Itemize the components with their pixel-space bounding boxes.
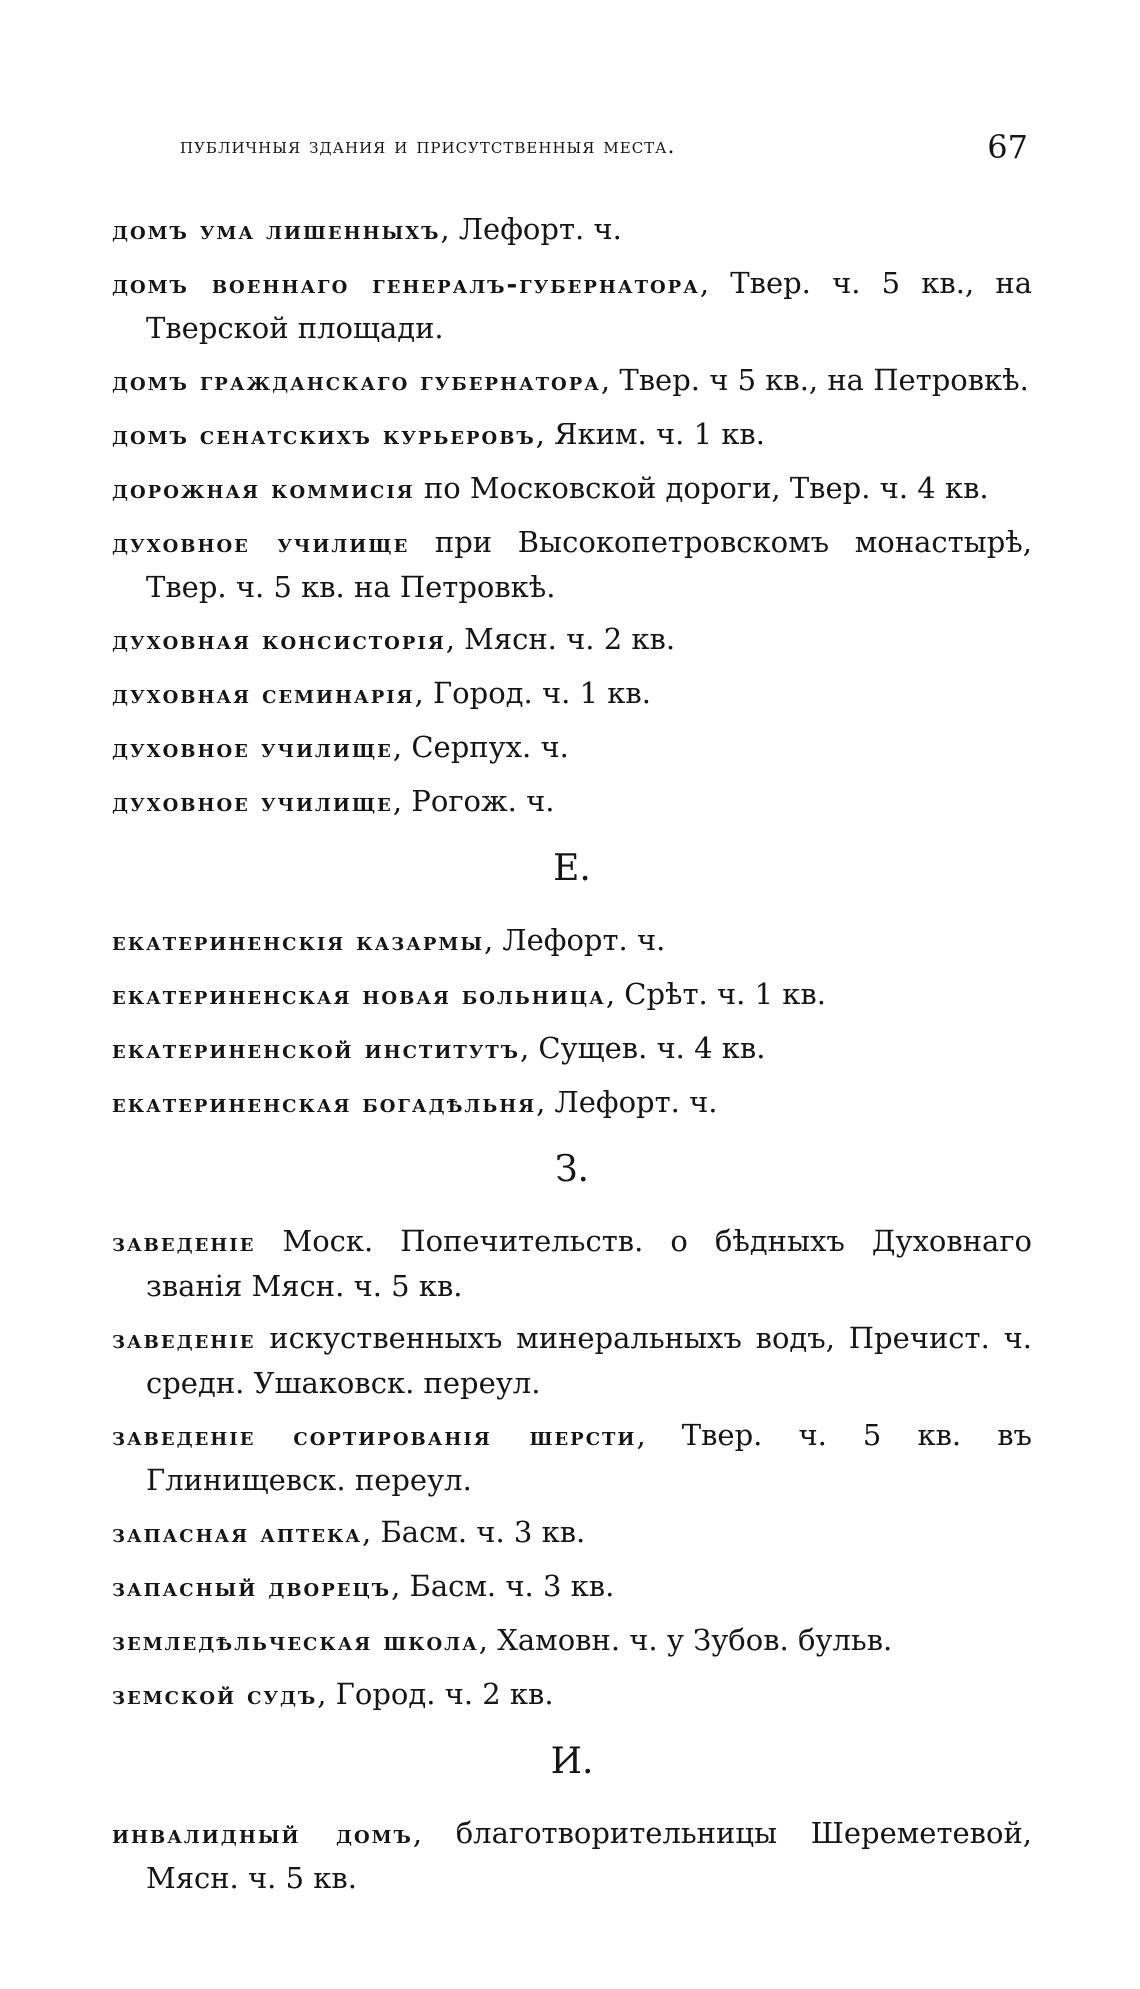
entry-term: заведенiе сортированiя шерсти <box>112 1422 637 1452</box>
directory-entry <box>112 1812 1032 1900</box>
entry-term: земледѣльческая школа <box>112 1627 479 1657</box>
directory-entry <box>112 919 1032 964</box>
entry-details: при Высокопетровскомъ монастырѣ, Твер. ч. 5 кв. на Петровкѣ. <box>146 525 1032 604</box>
directory-entry <box>112 1565 1032 1610</box>
entry-term: домъ сенатскихъ курьеровъ <box>112 421 536 451</box>
entry-details: , Хамовн. ч. у Зубов. бульв. <box>478 1623 893 1657</box>
entry-term: екатериненская богадѣльня <box>112 1089 537 1119</box>
entry-details: по Московской дороги, Твер. ч. 4 кв. <box>414 471 989 505</box>
section-heading: Е. <box>553 848 591 889</box>
directory-entry <box>112 1027 1032 1072</box>
entry-term: домъ ума лишенныхъ <box>112 216 441 246</box>
entry-details: , Серпух. ч. <box>392 730 569 764</box>
directory-entry <box>112 1414 1032 1502</box>
directory-entry <box>112 262 1032 350</box>
entry-term: запасный дворецъ <box>112 1573 392 1603</box>
entry-details: , Срѣт. ч. 1 кв. <box>605 977 826 1011</box>
directory-entry <box>112 521 1032 609</box>
entry-details: , Яким. ч. 1 кв. <box>535 417 765 451</box>
entry-term: духовное училище <box>112 734 393 764</box>
directory-listing <box>112 208 1032 1909</box>
entry-term: екатериненская новая больница <box>112 981 606 1011</box>
entry-details: , Сущев. ч. 4 кв. <box>519 1031 766 1065</box>
entry-details: , Мясн. ч. 2 кв. <box>445 622 676 656</box>
directory-entry <box>112 1673 1032 1718</box>
directory-entry <box>112 1220 1032 1308</box>
entry-details: , Твер. ч. 5 кв., на Тверской площади. <box>146 266 1032 345</box>
directory-entry <box>112 1511 1032 1556</box>
entry-term: дорожная коммисiя <box>112 475 415 505</box>
running-head: публичныя здания и присутственныя места. <box>180 134 676 159</box>
entry-details: , Басм. ч. 3 кв. <box>391 1569 615 1603</box>
entry-term: запасная аптека <box>112 1519 363 1549</box>
directory-entry <box>112 672 1032 717</box>
entry-details: Моск. Попечительств. о бѣдныхъ Духовнаго званiя Мясн. ч. 5 кв. <box>146 1224 1032 1303</box>
entry-details: искуственныхъ минеральныхъ водъ, Пречист. ч. средн. Ушаковск. переул. <box>146 1321 1032 1400</box>
entry-details: , Басм. ч. 3 кв. <box>362 1515 586 1549</box>
directory-entry <box>112 780 1032 825</box>
entry-details: , Твер. ч. 5 кв. въ Глинищевск. переул. <box>146 1418 1032 1497</box>
entry-details: , Лефорт. ч. <box>536 1085 718 1119</box>
page-number: 67 <box>987 128 1028 166</box>
entry-term: духовное училище <box>112 788 393 818</box>
entry-term: домъ гражданскаго губернатора <box>112 367 601 397</box>
page-header <box>150 128 1028 172</box>
directory-entry <box>112 413 1032 458</box>
entry-term: земской судъ <box>112 1681 318 1711</box>
entry-details: , Город. ч. 2 кв. <box>317 1677 554 1711</box>
directory-entry <box>112 726 1032 771</box>
entry-details: , Рогож. ч. <box>392 784 555 818</box>
entry-details: , благотворительницы Шереметевой, Мясн. ч. 5 кв. <box>146 1816 1032 1895</box>
directory-entry <box>112 467 1032 512</box>
directory-entry <box>112 359 1032 404</box>
entry-term: заведенiе <box>112 1228 256 1258</box>
entry-term: духовное училище <box>112 529 410 559</box>
directory-entry <box>112 1619 1032 1664</box>
entry-details: , Город. ч. 1 кв. <box>414 676 651 710</box>
entry-term: духовная семинарiя <box>112 680 415 710</box>
entry-term: екатериненскiя казармы <box>112 927 484 957</box>
entry-term: заведенiе <box>112 1325 256 1355</box>
directory-entry <box>112 1317 1032 1405</box>
entry-term: инвалидный домъ <box>112 1820 413 1850</box>
directory-entry <box>112 973 1032 1018</box>
section-heading: И. <box>550 1741 594 1782</box>
directory-entry <box>112 1081 1032 1126</box>
entry-details: , Лефорт. ч. <box>440 212 622 246</box>
entry-details: , Твер. ч 5 кв., на Петровкѣ. <box>600 363 1029 397</box>
entry-details: , Лефорт. ч. <box>483 923 666 957</box>
entry-term: домъ военнаго генералъ-губернатора <box>112 270 700 300</box>
section-heading: З. <box>555 1149 589 1190</box>
directory-entry <box>112 208 1032 253</box>
entry-term: екатериненской институтъ <box>112 1035 520 1065</box>
directory-entry <box>112 618 1032 663</box>
entry-term: духовная консисторiя <box>112 626 446 656</box>
